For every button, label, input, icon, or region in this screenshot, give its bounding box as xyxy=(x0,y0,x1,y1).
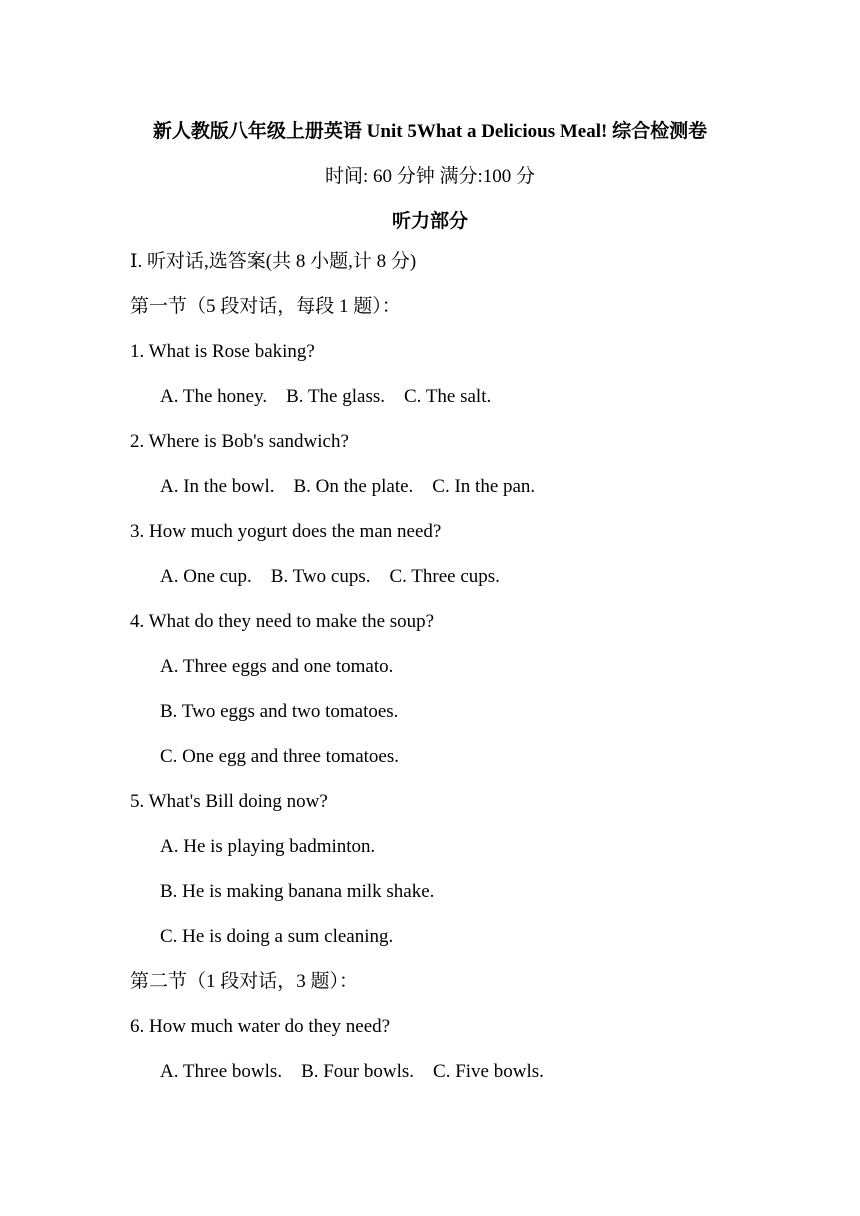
question-stem: 4. What do they need to make the soup? xyxy=(130,611,435,632)
option-c: C. He is doing a sum cleaning. xyxy=(160,926,394,947)
section-heading: Ⅰ. 听对话,选答案(共 8 小题,计 8 分) xyxy=(130,251,417,272)
time-score-info: 时间: 60 分钟 满分:100 分 xyxy=(324,166,536,187)
subsection-heading-1: 第一节（5 段对话，每段 1 题）： xyxy=(130,296,401,317)
question-stem: 2. Where is Bob's sandwich? xyxy=(130,431,349,452)
question-stem: 5. What's Bill doing now? xyxy=(130,791,328,812)
document-title: 新人教版八年级上册英语 Unit 5What a Delicious Meal! 综合检测卷 xyxy=(152,121,708,142)
question-stem: 3. How much yogurt does the man need? xyxy=(130,521,442,542)
option-b: B. Two eggs and two tomatoes. xyxy=(160,701,399,722)
question-options: A. Three bowls. B. Four bowls. C. Five bowls. xyxy=(160,1061,544,1082)
question-options: A. In the bowl. B. On the plate. C. In the pan. xyxy=(160,476,536,497)
option-a: A. Three eggs and one tomato. xyxy=(160,656,394,677)
question-stem: 6. How much water do they need? xyxy=(130,1016,391,1037)
option-c: C. One egg and three tomatoes. xyxy=(160,746,400,767)
subsection-heading-2: 第二节（1 段对话，3 题）： xyxy=(130,971,359,992)
listening-part-title: 听力部分 xyxy=(391,211,468,232)
option-b: B. He is making banana milk shake. xyxy=(160,881,435,902)
question-options: A. One cup. B. Two cups. C. Three cups. xyxy=(160,566,500,587)
question-options: A. The honey. B. The glass. C. The salt. xyxy=(160,386,492,407)
question-stem: 1. What is Rose baking? xyxy=(130,341,315,362)
option-a: A. He is playing badminton. xyxy=(160,836,376,857)
